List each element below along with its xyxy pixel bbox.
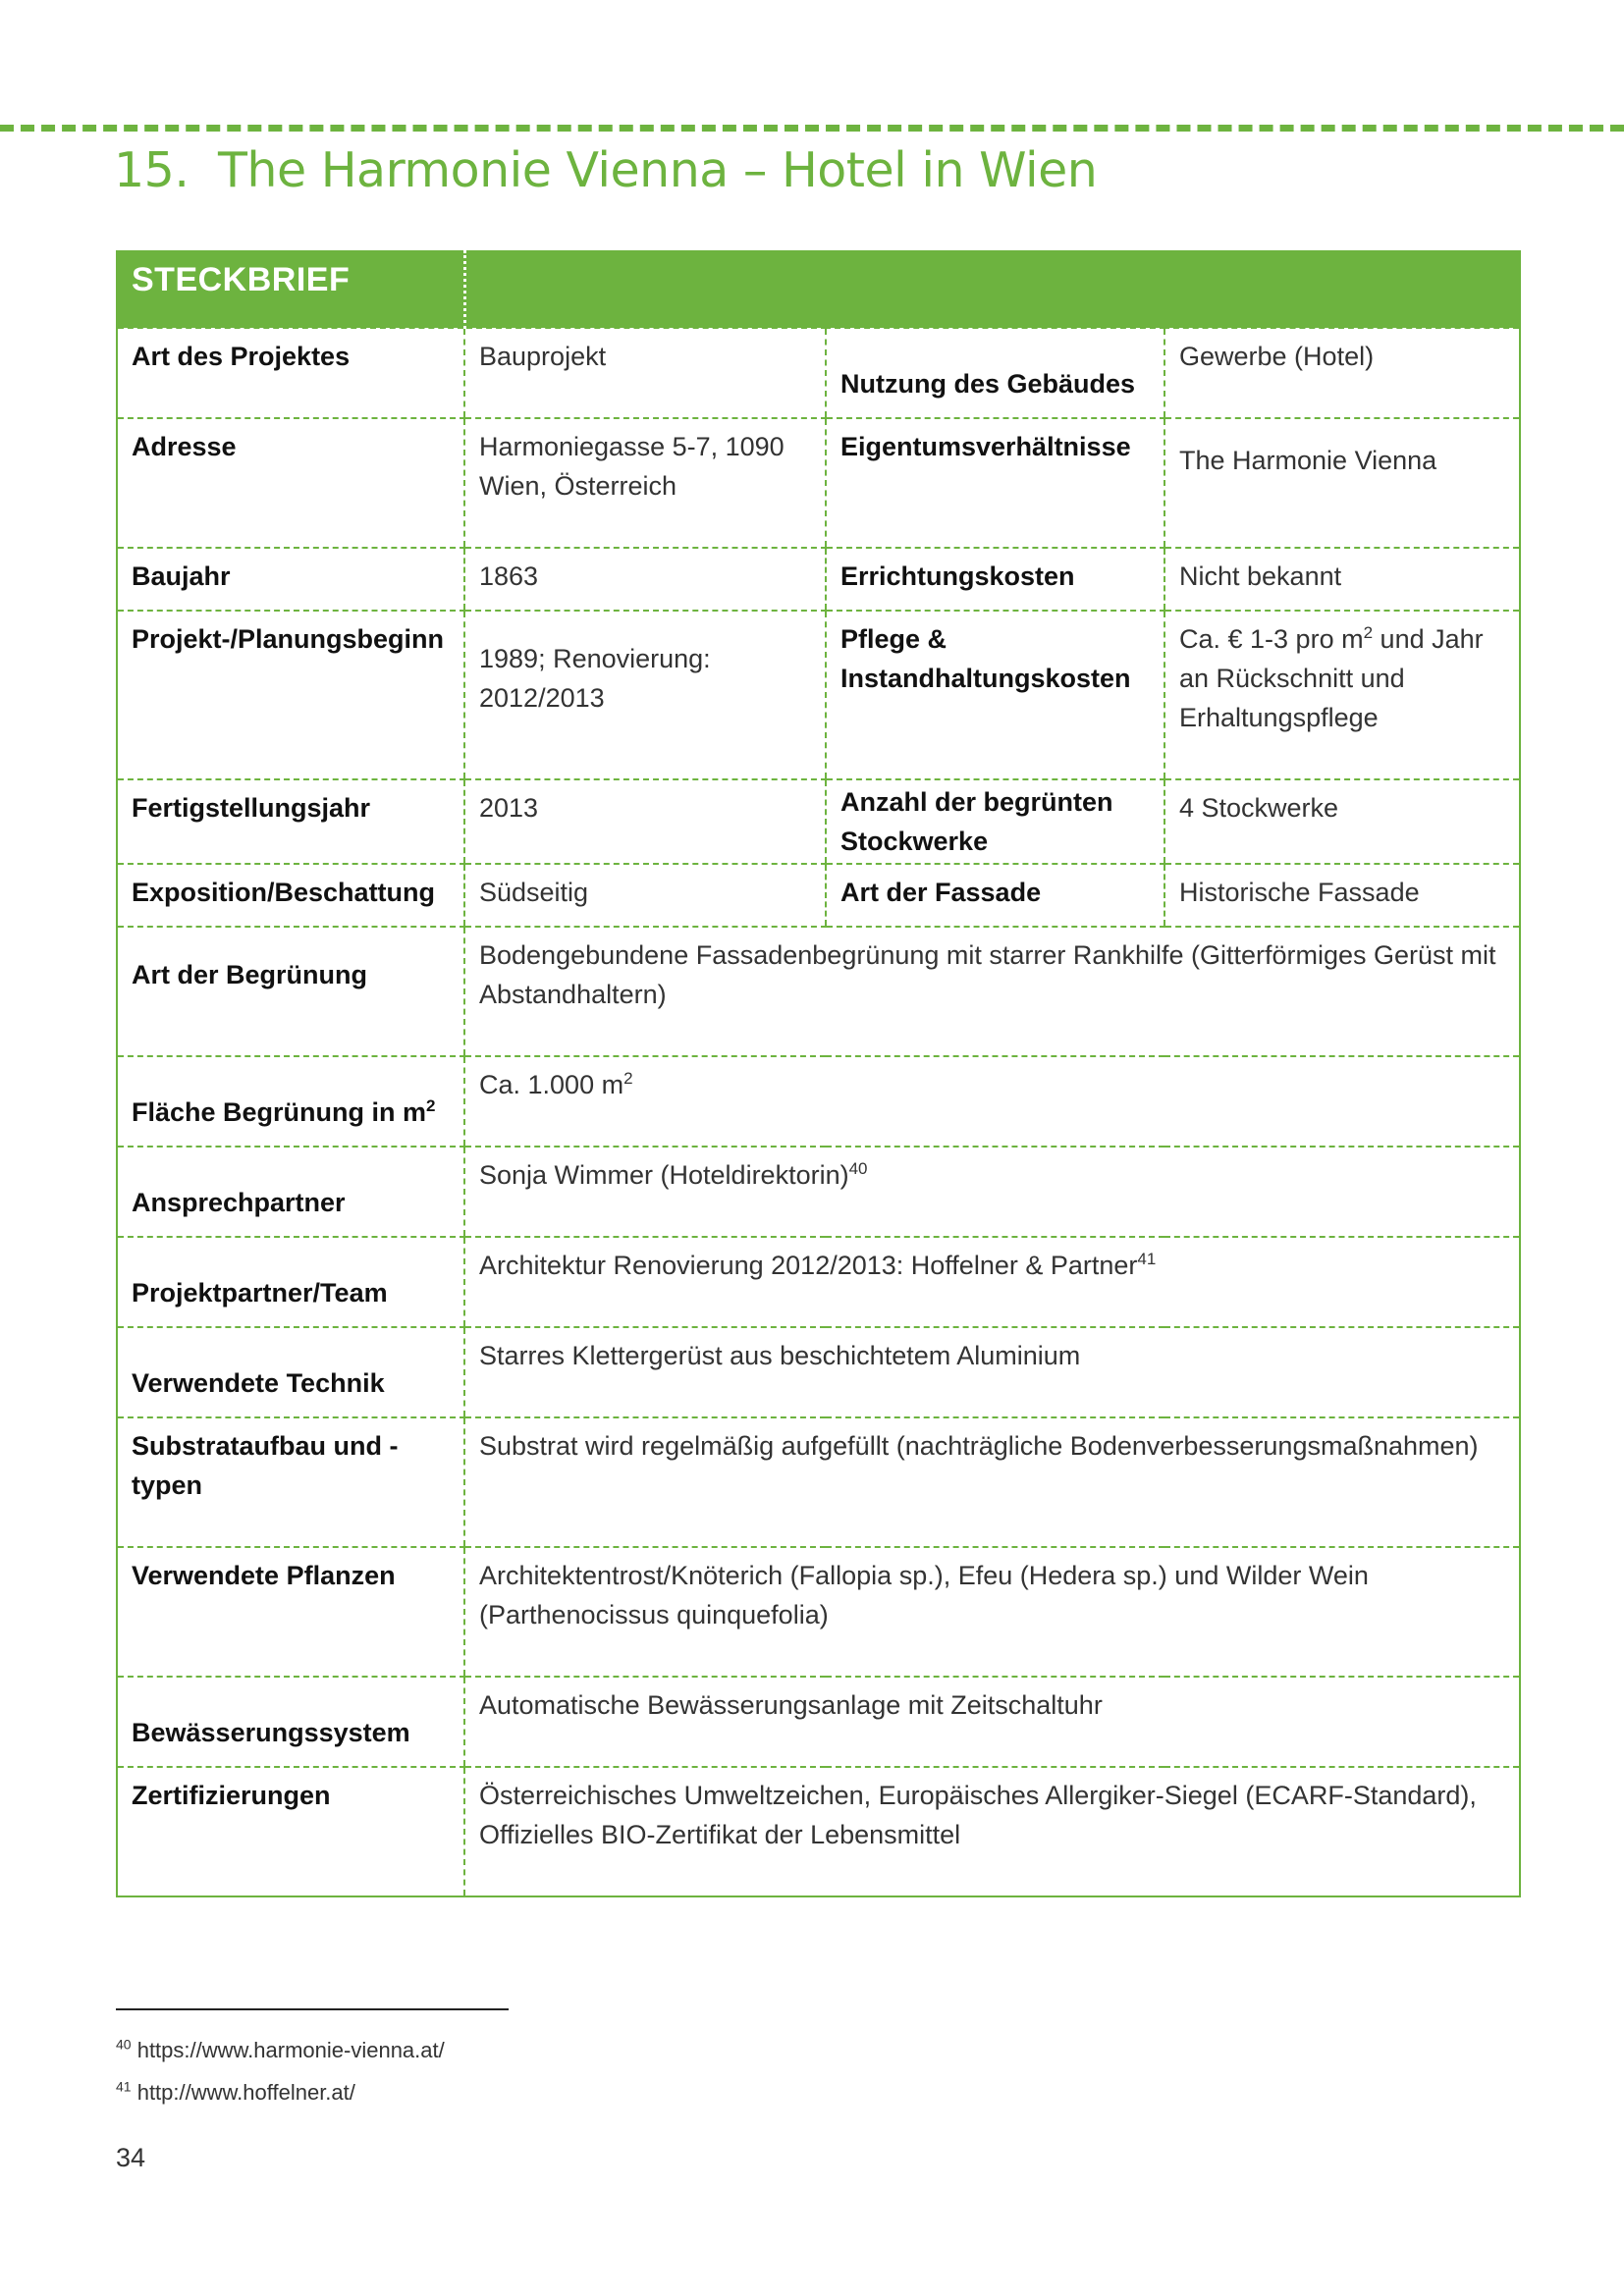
row-value: Österreichisches Umweltzeichen, Europäisches Allergiker-Siegel (ECARF-Standard), Offizielles BIO-Zertifikat der Lebensmittel xyxy=(464,1767,1520,1896)
row-label: Errichtungskosten xyxy=(826,548,1164,611)
row-value: Nicht bekannt xyxy=(1164,548,1520,611)
row-label: Substrataufbau und -typen xyxy=(117,1417,464,1547)
row-value: Bauprojekt xyxy=(464,328,826,418)
row-label: Eigentumsverhältnisse xyxy=(826,418,1164,548)
row-label: Zertifizierungen xyxy=(132,1781,331,1810)
row-value xyxy=(1164,611,1520,779)
row-value xyxy=(464,1147,1520,1237)
table-row xyxy=(117,418,1520,548)
table-row xyxy=(117,1056,1520,1147)
row-label: Art der Fassade xyxy=(826,864,1164,927)
row-value: Architektentrost/Knöterich (Fallopia sp.), Efeu (Hedera sp.) und Wilder Wein (Parthenocissus quinquefolia) xyxy=(464,1547,1520,1677)
row-value: Gewerbe (Hotel) xyxy=(1164,328,1520,418)
row-label: Verwendete Pflanzen xyxy=(117,1547,464,1677)
row-value: 2013 xyxy=(464,779,826,864)
table-row xyxy=(117,1417,1520,1547)
row-value: 4 Stockwerke xyxy=(1164,779,1520,864)
footnote-link[interactable]: https://www.harmonie-vienna.at/ xyxy=(136,2038,445,2062)
row-label: Fertigstellungsjahr xyxy=(117,779,464,864)
superscript: 2 xyxy=(1363,623,1374,642)
table-row xyxy=(117,548,1520,611)
row-label xyxy=(117,1056,464,1147)
row-value: Starres Klettergerüst aus beschichtetem Aluminium xyxy=(464,1327,1520,1417)
row-label: Pflege & Instandhaltungskosten xyxy=(826,611,1164,779)
row-value: 1863 xyxy=(464,548,826,611)
footnote-mark: 40 xyxy=(116,2036,132,2053)
table-row xyxy=(117,1547,1520,1677)
top-dashed-rule xyxy=(0,125,1624,132)
label-text: Fläche Begrünung in m xyxy=(132,1097,427,1127)
footnote-link[interactable]: http://www.hoffelner.at/ xyxy=(136,2080,355,2105)
row-value: Substrat wird regelmäßig aufgefüllt (nachträgliche Bodenverbesserungsmaßnahmen) xyxy=(464,1417,1520,1547)
project-profile-table xyxy=(116,250,1521,1897)
row-label: Art der Begrünung xyxy=(117,927,464,1056)
table-row xyxy=(117,1237,1520,1327)
row-label: Anzahl der begrünten Stockwerke xyxy=(826,779,1164,864)
row-label: Ansprechpartner xyxy=(117,1147,464,1237)
footnote xyxy=(116,2080,355,2106)
section-number: 15. xyxy=(114,142,189,198)
table-row xyxy=(117,779,1520,864)
value-text: und Jahr an Rückschnitt und Erhaltungspflege xyxy=(1179,624,1484,732)
table-row xyxy=(117,328,1520,418)
row-label: Bewässerungssystem xyxy=(117,1677,464,1767)
row-value: Harmoniegasse 5-7, 1090 Wien, Österreich xyxy=(464,418,826,548)
row-label: Exposition/Beschattung xyxy=(117,864,464,927)
table-row xyxy=(117,1327,1520,1417)
superscript: 2 xyxy=(623,1069,633,1088)
value-text: Architektur Renovierung 2012/2013: Hoffelner & Partner xyxy=(479,1251,1138,1280)
superscript: 2 xyxy=(426,1096,436,1115)
footnote xyxy=(116,2038,445,2063)
table-row xyxy=(117,1677,1520,1767)
footnote-separator xyxy=(116,2008,509,2010)
footnote-mark: 41 xyxy=(116,2078,132,2095)
row-label: Adresse xyxy=(117,418,464,548)
footnote-ref[interactable]: 40 xyxy=(848,1159,868,1178)
value-text: Sonja Wimmer (Hoteldirektorin) xyxy=(479,1160,849,1190)
section-heading xyxy=(114,142,1097,198)
row-value: Südseitig xyxy=(464,864,826,927)
row-value: Historische Fassade xyxy=(1164,864,1520,927)
row-label: Projektpartner/Team xyxy=(117,1237,464,1327)
row-value xyxy=(464,1237,1520,1327)
table-row xyxy=(117,1147,1520,1237)
row-label: Nutzung des Gebäudes xyxy=(826,328,1164,418)
value-text: Ca. 1.000 m xyxy=(479,1070,624,1099)
row-value: Automatische Bewässerungsanlage mit Zeitschaltuhr xyxy=(464,1677,1520,1767)
row-value: The Harmonie Vienna xyxy=(1164,418,1520,548)
table-row xyxy=(117,927,1520,1056)
row-label: Verwendete Technik xyxy=(117,1327,464,1417)
row-label: Projekt-/Planungsbeginn xyxy=(117,611,464,779)
table-row xyxy=(117,864,1520,927)
value-text: Ca. € 1-3 pro m xyxy=(1179,624,1364,654)
row-label: Art des Projektes xyxy=(117,328,464,418)
row-value xyxy=(464,1056,1520,1147)
row-value: Bodengebundene Fassadenbegrünung mit starrer Rankhilfe (Gitterförmiges Gerüst mit Abstandhaltern) xyxy=(464,927,1520,1056)
row-value: 1989; Renovierung: 2012/2013 xyxy=(464,611,826,779)
row-label: Baujahr xyxy=(117,548,464,611)
section-title: The Harmonie Vienna – Hotel in Wien xyxy=(218,142,1098,198)
table-row xyxy=(117,611,1520,779)
table-header-title: STECKBRIEF xyxy=(117,251,464,328)
page-number: 34 xyxy=(116,2143,146,2172)
table-row xyxy=(117,1767,1520,1896)
table-header-fill xyxy=(464,251,1520,328)
footnote-ref[interactable]: 41 xyxy=(1137,1250,1157,1268)
table-header-row xyxy=(117,251,1520,328)
